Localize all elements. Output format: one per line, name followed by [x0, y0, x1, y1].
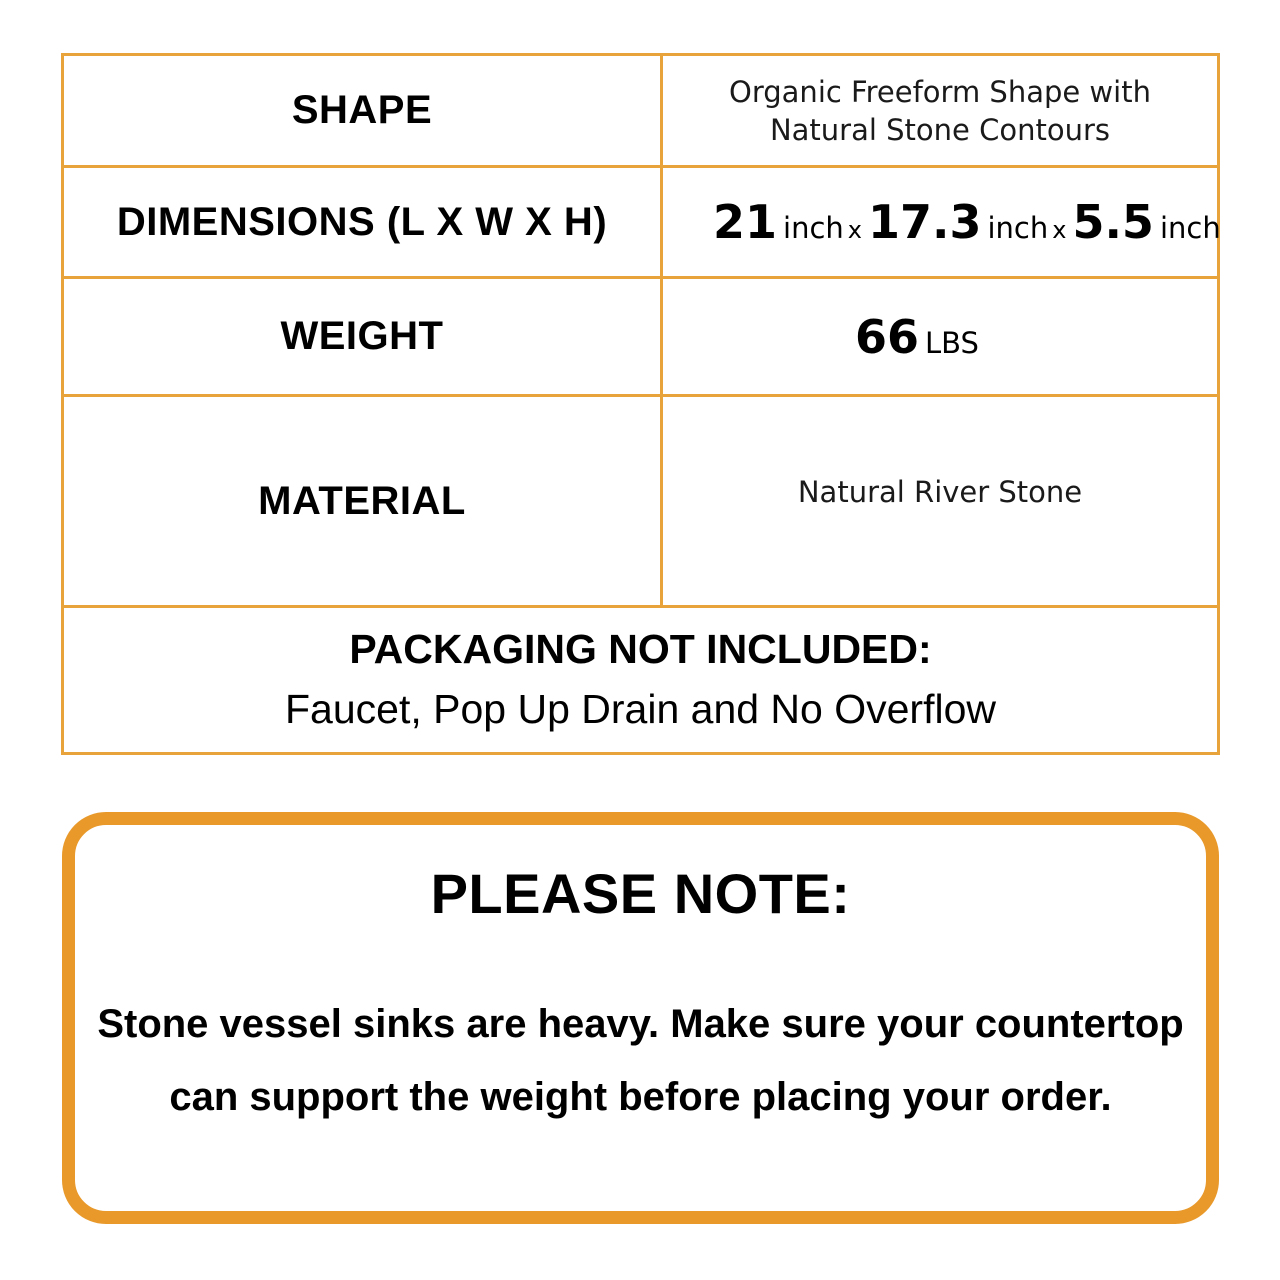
shape-label-cell	[64, 56, 663, 165]
dimensions-value-cell	[663, 168, 1221, 276]
packaging-text: Faucet, Pop Up Drain and No Overflow	[285, 686, 996, 732]
shape-label: SHAPE	[291, 88, 433, 132]
note-text: Stone vessel sinks are heavy. Make sure your countertop can support the weight before placing your order.	[97, 1002, 1184, 1119]
packaging-row	[64, 608, 1217, 752]
weight-label-cell	[64, 279, 663, 394]
shape-value-line2: Natural Stone Contours	[769, 112, 1111, 147]
shape-value	[729, 73, 1151, 149]
packaging-title: PACKAGING NOT INCLUDED:	[349, 626, 932, 672]
dimension-unit: inch	[1159, 211, 1221, 245]
weight-value	[855, 310, 979, 364]
material-row	[64, 397, 1217, 608]
dimension-separator: x	[847, 216, 862, 244]
weight-label: WEIGHT	[280, 314, 444, 358]
note-box	[62, 812, 1219, 1224]
dimension-height: 5.5	[1072, 195, 1154, 249]
note-title: PLEASE NOTE:	[430, 862, 851, 925]
shape-value-line1: Organic Freeform Shape with	[729, 74, 1151, 109]
dimensions-label: DIMENSIONS (L X W X H)	[116, 199, 608, 244]
dimension-unit: inch	[783, 211, 844, 245]
shape-value-cell	[663, 56, 1217, 165]
dimension-width: 17.3	[867, 195, 982, 249]
material-value: Natural River Stone	[797, 475, 1083, 509]
packaging-cell	[64, 608, 1217, 752]
dimensions-row	[64, 168, 1221, 279]
material-value-cell	[663, 397, 1217, 605]
weight-value-cell	[663, 279, 1217, 394]
weight-unit: LBS	[925, 325, 979, 360]
weight-row	[64, 279, 1217, 397]
spec-table	[61, 53, 1220, 755]
material-label-cell	[64, 397, 663, 605]
dimension-unit: inch	[987, 211, 1049, 245]
dimension-length: 21	[713, 195, 778, 249]
weight-number: 66	[855, 309, 920, 364]
shape-row	[64, 56, 1217, 168]
dimensions-label-cell	[64, 168, 663, 276]
dimensions-value	[713, 195, 1221, 249]
material-label: MATERIAL	[258, 478, 466, 523]
dimension-separator: x	[1052, 216, 1067, 244]
